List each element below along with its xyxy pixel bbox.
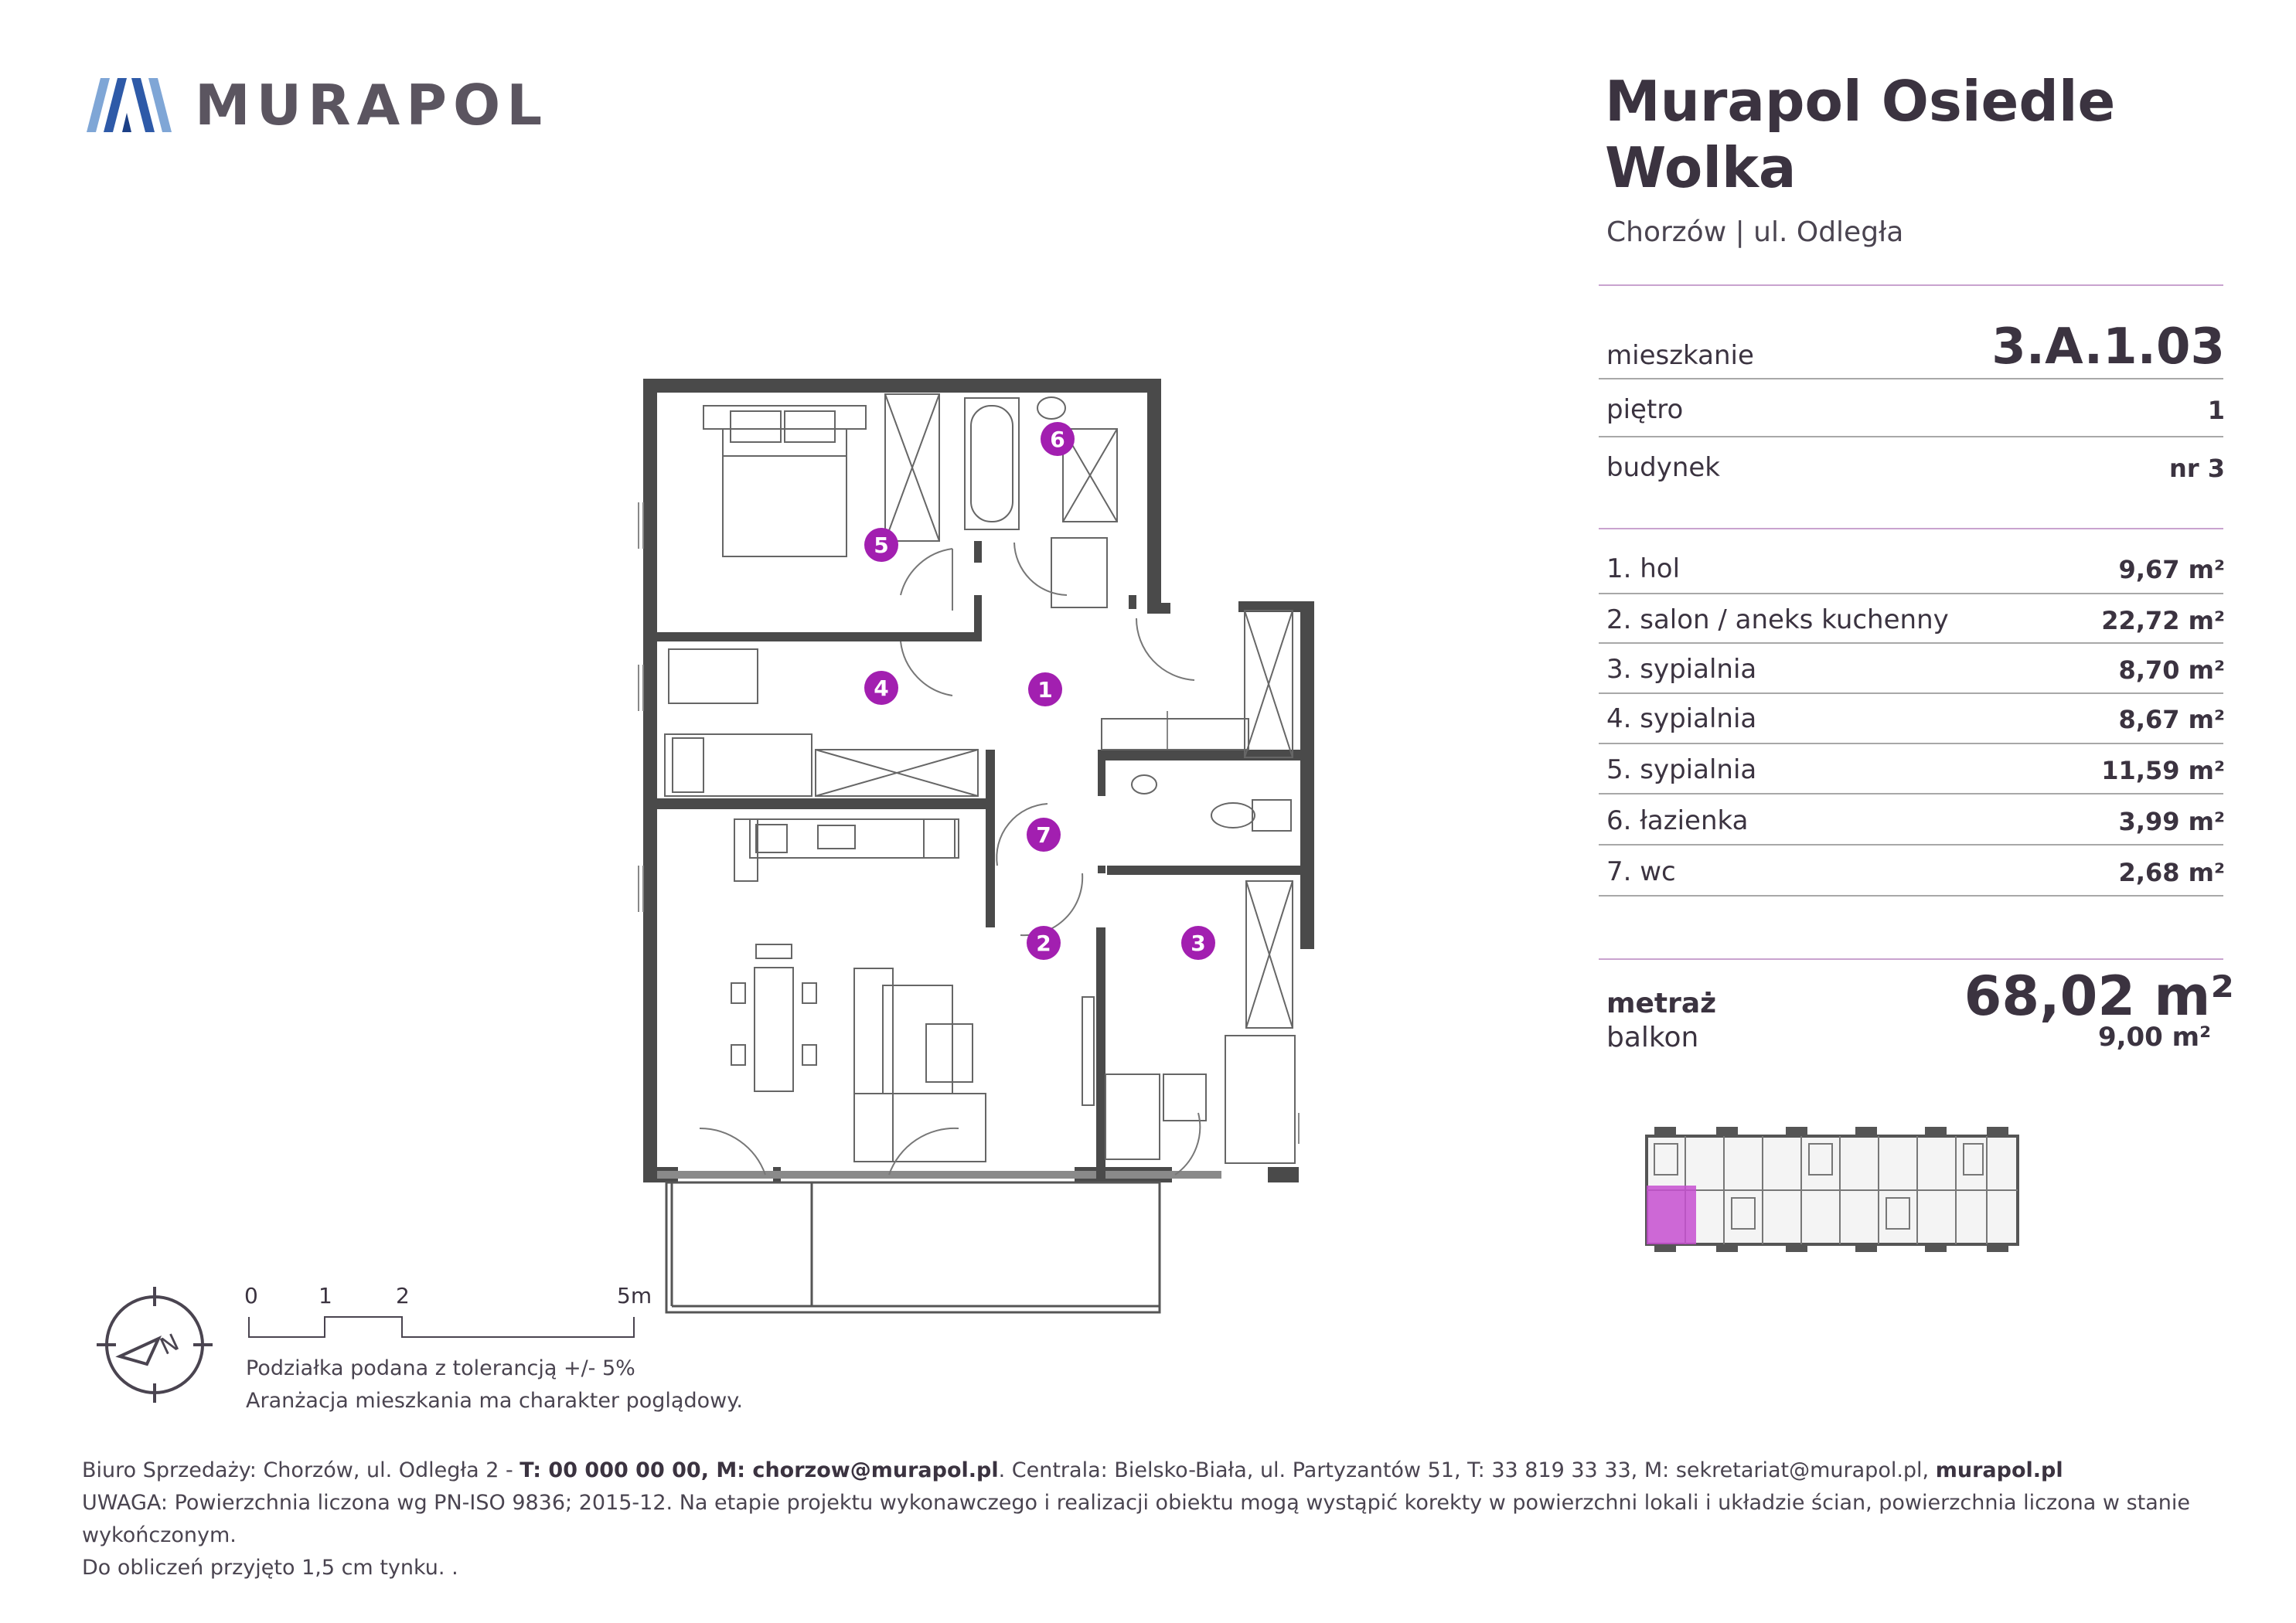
room-row: [1606, 747, 2225, 785]
scale-tick-1: 1: [319, 1283, 332, 1308]
scale-ruler: [247, 1315, 649, 1346]
room-marker-2: 2: [1036, 931, 1051, 956]
divider: [1599, 284, 2223, 286]
room-row: [1606, 798, 2225, 836]
building-key-plan: [1631, 1121, 2033, 1275]
brand-logo: [87, 71, 549, 141]
divider: [1599, 844, 2223, 846]
room-label: 3. sypialnia: [1606, 654, 1757, 685]
svg-text:N: N: [156, 1329, 184, 1361]
room-area: 2,68 m²: [2118, 858, 2225, 887]
divider: [1599, 378, 2223, 379]
balcony: [666, 1182, 1160, 1312]
room-area: 3,99 m²: [2118, 807, 2225, 836]
floor-value: 1: [2207, 396, 2225, 425]
floor-plan: [634, 371, 1314, 1322]
footer: [82, 1455, 2277, 1584]
scale-tick-5m: 5m: [617, 1283, 652, 1308]
arrangement-note: Aranżacja mieszkania ma charakter poglądowy.: [246, 1389, 743, 1413]
building-label: budynek: [1606, 452, 1720, 483]
divider: [1599, 642, 2223, 644]
balcony-value: 9,00 m²: [2097, 1022, 2211, 1053]
row-mieszkanie: [1606, 318, 2225, 376]
room-row: [1606, 849, 2225, 887]
divider: [1599, 958, 2223, 960]
project-title-line2: Wolka: [1605, 135, 1797, 200]
divider: [1599, 528, 2223, 529]
scale-tick-0: 0: [244, 1283, 258, 1308]
furniture: [665, 394, 1295, 1163]
room-label: 6. łazienka: [1606, 805, 1749, 836]
footer-line-2: UWAGA: Powierzchnia liczona wg PN-ISO 9836; 2015-12. Na etapie projektu wykonawczego i realizacji obiektu mogą wystąpić korekty w powierzchni lokali i układzie ścian, powierzchnia liczona w stanie wykończonym.: [82, 1491, 2190, 1547]
tolerance-note: Podziałka podana z tolerancją +/- 5%: [246, 1356, 635, 1380]
mieszkanie-label: mieszkanie: [1606, 340, 1754, 371]
project-title: [1605, 68, 2146, 201]
room-label: 1. hol: [1606, 553, 1681, 584]
row-pietro: [1606, 386, 2225, 425]
divider: [1599, 692, 2223, 694]
room-row: [1606, 696, 2225, 734]
total-area-value: 68,02 m²: [1964, 965, 2234, 1028]
building-value: nr 3: [2169, 454, 2225, 483]
room-area: 11,59 m²: [2101, 756, 2225, 785]
project-address: Chorzów | ul. Odległa: [1606, 216, 1904, 248]
footer-line-1: [82, 1455, 2277, 1487]
divider: [1599, 436, 2223, 437]
row-budynek: [1606, 444, 2225, 483]
divider: [1599, 793, 2223, 794]
room-marker-1: 1: [1037, 677, 1053, 703]
room-area: 9,67 m²: [2118, 555, 2225, 584]
room-label: 5. sypialnia: [1606, 754, 1757, 785]
room-marker-4: 4: [874, 675, 889, 701]
floor-label: piętro: [1606, 394, 1684, 425]
room-area: 8,70 m²: [2118, 655, 2225, 685]
room-marker-3: 3: [1191, 931, 1206, 956]
room-row: [1606, 597, 2225, 635]
footer-sales-office: Biuro Sprzedaży: Chorzów, ul. Odległa 2 -: [82, 1458, 520, 1482]
scale-tick-2: 2: [396, 1283, 410, 1308]
room-row: [1606, 546, 2225, 584]
apartment-number: 3.A.1.03: [1991, 318, 2225, 376]
divider: [1599, 593, 2223, 594]
compass-icon: [93, 1283, 216, 1407]
footer-headquarters: . Centrala: Bielsko-Biała, ul. Partyzantów 51, T: 33 819 33 33, M: sekretariat@murapol.pl,: [998, 1458, 1936, 1482]
divider: [1599, 895, 2223, 897]
divider: [1599, 743, 2223, 744]
total-area-label: metraż: [1606, 988, 1717, 1019]
room-area: 22,72 m²: [2101, 606, 2225, 635]
scale-bar: [240, 1283, 673, 1345]
balcony-label: balkon: [1606, 1022, 1699, 1053]
room-label: 2. salon / aneks kuchenny: [1606, 604, 1949, 635]
footer-website-link[interactable]: murapol.pl: [1935, 1458, 2063, 1482]
room-marker-7: 7: [1036, 822, 1051, 848]
brand-name: MURAPOL: [195, 73, 549, 138]
murapol-logo-icon: [87, 74, 172, 136]
apartment-highlight: [1647, 1186, 1696, 1244]
room-marker-6: 6: [1050, 427, 1065, 452]
footer-sales-contact: T: 00 000 00 00, M: chorzow@murapol.pl: [519, 1458, 999, 1482]
windows: [639, 502, 1299, 1144]
room-label: 4. sypialnia: [1606, 703, 1757, 734]
project-title-line1: Murapol Osiedle: [1605, 69, 2116, 134]
room-area: 8,67 m²: [2118, 705, 2225, 734]
room-row: [1606, 646, 2225, 685]
room-marker-5: 5: [874, 532, 889, 558]
footer-line-3: Do obliczeń przyjęto 1,5 cm tynku. .: [82, 1556, 458, 1580]
room-label: 7. wc: [1606, 856, 1676, 887]
